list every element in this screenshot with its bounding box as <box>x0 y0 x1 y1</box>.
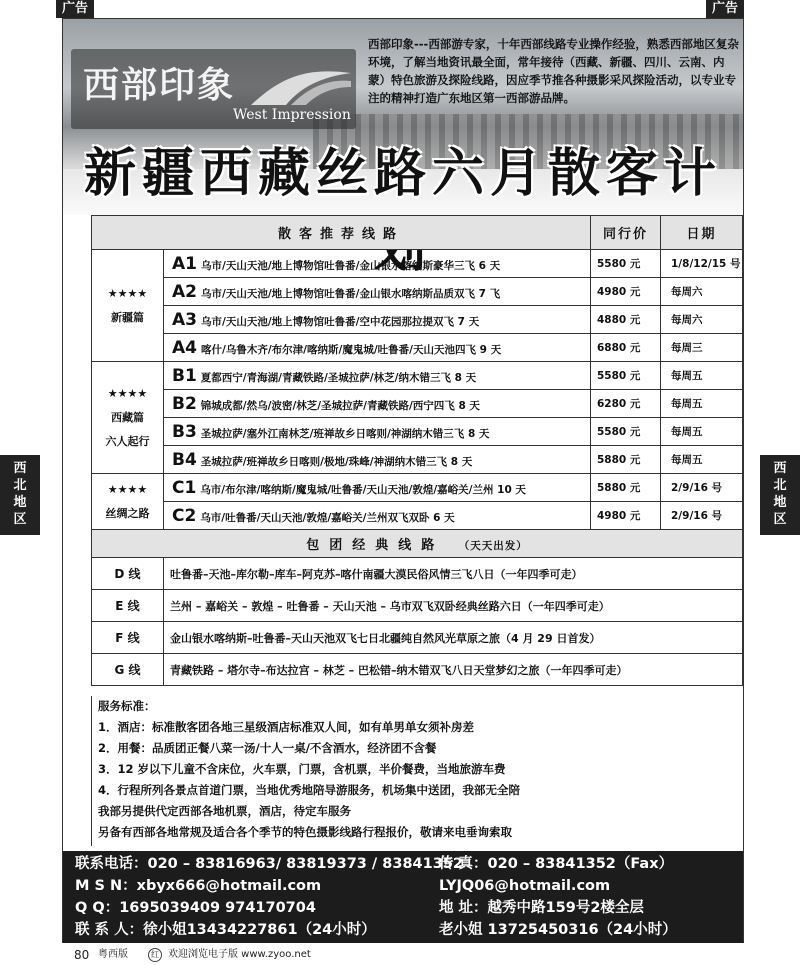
group-xinjiang <box>92 250 164 362</box>
page-title: 新疆西藏丝路六月散客计 <box>83 144 722 204</box>
table-row <box>164 474 591 502</box>
table-row <box>164 306 591 334</box>
route-code: B2 <box>172 393 197 414</box>
route-date: 每周六 <box>661 306 743 334</box>
ad-label-left: 广告 <box>56 0 94 18</box>
contact-qq: Q Q：1695039409 974170704 <box>75 900 316 916</box>
route-code: A1 <box>172 253 197 274</box>
hero-banner <box>63 19 743 215</box>
header-date: 日期 <box>661 216 743 250</box>
group-sublabel: 六人起行 <box>105 434 150 448</box>
brand-name-cn: 西部印象 <box>83 64 236 106</box>
group-label: 西藏篇 <box>111 410 144 424</box>
route-code: C2 <box>172 505 197 526</box>
route-code: B4 <box>172 449 197 470</box>
contact-person-2: 老小姐 13725450316（24小时） <box>439 922 677 938</box>
table-row <box>164 418 591 446</box>
service-item: 1．酒店：标准散客团各地三星级酒店标准双人间，如有单男单女须补房差 <box>98 720 474 734</box>
package-text: 青藏铁路 – 塔尔寺–布达拉宫 – 林芝 – 巴松错–纳木错双飞八日天堂梦幻之旅（一年四季可走） <box>164 654 743 686</box>
intro-text: 西部印象---西部游专家，十年西部线路专业操作经验，熟悉西部地区复杂环境，了解当地资讯最全面，常年接待（西藏、新疆、四川、云南、内蒙）特色旅游及探险线路，因应季节推各种摄影采风探险活动，以专业专注的精神打造广东地区第一西部游品牌。 <box>368 37 739 105</box>
route-price: 4980 元 <box>591 278 661 306</box>
route-price: 6280 元 <box>591 390 661 418</box>
group-label: 新疆篇 <box>111 310 144 324</box>
group-label: 丝绸之路 <box>105 506 150 520</box>
contact-address: 地 址：越秀中路159号2楼全层 <box>439 900 644 916</box>
route-price: 4980 元 <box>591 502 661 530</box>
table-row <box>164 362 591 390</box>
route-price: 5880 元 <box>591 446 661 474</box>
route-code: A2 <box>172 281 197 302</box>
region-tab-right <box>760 455 800 535</box>
package-text: 金山银水喀纳斯–吐鲁番–天山天池双飞七日北疆纯自然风光草原之旅（4 月 29 日首发） <box>164 622 743 654</box>
website-text: 欢迎浏览电子版 www.zyoo.net <box>168 949 311 960</box>
stars: ★★★★ <box>107 482 148 496</box>
page-number: 80 <box>74 948 90 962</box>
package-label: E 线 <box>92 590 164 622</box>
stars: ★★★★ <box>107 286 148 300</box>
service-item: 4．行程所列各景点首道门票，当地优秀地陪导游服务，机场集中送团，我部无全陪 <box>98 783 520 797</box>
route-text: 锦城成都/然乌/波密/林芝/圣城拉萨/青藏铁路/西宁四飞 8 天 <box>200 399 480 412</box>
route-text: 乌市/天山天池/地上博物馆吐鲁番/金山银水喀纳斯豪华三飞 6 天 <box>201 259 501 272</box>
contact-bar <box>63 851 743 943</box>
route-table <box>91 215 743 686</box>
route-text: 圣城拉萨/塞外江南林芝/班禅故乡日喀则/神湖纳木错三飞 8 天 <box>200 427 490 440</box>
brand-logo <box>71 49 356 129</box>
header-route: 散客推荐线路 <box>92 216 591 250</box>
route-date: 2/9/16 号 <box>661 474 743 502</box>
ad-page <box>62 18 744 943</box>
route-text: 乌市/吐鲁番/天山天池/敦煌/嘉峪关/兰州双飞双卧 6 天 <box>200 511 455 524</box>
mountain-logo-icon <box>251 67 351 107</box>
route-date: 每周三 <box>661 334 743 362</box>
red-badge-icon: 红 <box>148 948 162 962</box>
region-label: 西北地区 <box>773 461 787 527</box>
package-title: 包团经典线路 <box>306 538 445 553</box>
service-item: 我部另提供代定西部各地机票，酒店，待定车服务 <box>98 804 351 818</box>
route-text: 夏都西宁/青海湖/青藏铁路/圣城拉萨/林芝/纳木错三飞 8 天 <box>200 371 477 384</box>
contact-phone: 联系电话：020 – 83816963/ 83819373 / 83841352 <box>75 856 463 872</box>
route-date: 每周五 <box>661 418 743 446</box>
route-date: 每周五 <box>661 446 743 474</box>
contact-person: 联 系 人：徐小姐13434227861（24小时） <box>75 922 376 938</box>
table-row <box>164 278 591 306</box>
service-item: 另备有西部各地常规及适合各个季节的特色摄影线路行程报价，敬请来电垂询索取 <box>98 825 512 839</box>
service-standards <box>91 696 743 846</box>
package-text: 兰州 – 嘉峪关 – 敦煌 – 吐鲁番 – 天山天池 – 乌市双飞双卧经典丝路六日（一年四季可走） <box>164 590 743 622</box>
magazine-edition: 粤西版 <box>98 949 128 960</box>
package-text: 吐鲁番–天池–库尔勒–库车–阿克苏–喀什南疆大漠民俗风情三飞八日（一年四季可走） <box>164 558 743 590</box>
table-row <box>164 250 591 278</box>
header-price: 同行价 <box>591 216 661 250</box>
contact-fax: 传 真：020 – 83841352（Fax） <box>439 856 674 872</box>
region-tab-left <box>0 455 40 535</box>
route-code: A4 <box>172 337 197 358</box>
table-row <box>164 446 591 474</box>
route-code: B3 <box>172 421 197 442</box>
route-price: 6880 元 <box>591 334 661 362</box>
route-price: 5580 元 <box>591 250 661 278</box>
route-text: 乌市/天山天池/地上博物馆吐鲁番/空中花园那拉提双飞 7 天 <box>201 315 480 328</box>
route-date: 每周五 <box>661 362 743 390</box>
route-code: C1 <box>172 477 197 498</box>
table-row <box>164 334 591 362</box>
package-label: G 线 <box>92 654 164 686</box>
service-item: 3．12 岁以下儿童不含床位，火车票，门票，含机票，半价餐费，当地旅游车费 <box>98 762 506 776</box>
route-code: B1 <box>172 365 197 386</box>
contact-msn-2: LYJQ06@hotmail.com <box>439 878 611 894</box>
route-date: 1/8/12/15 号 <box>661 250 743 278</box>
group-tibet <box>92 362 164 474</box>
contact-msn: M S N：xbyx666@hotmail.com <box>75 878 322 894</box>
route-date: 每周六 <box>661 278 743 306</box>
route-date: 每周五 <box>661 390 743 418</box>
table-row <box>164 502 591 530</box>
table-row <box>164 390 591 418</box>
region-label: 西北地区 <box>13 461 27 527</box>
route-price: 5580 元 <box>591 418 661 446</box>
service-item: 2．用餐：品质团正餐八菜一汤/十人一桌/不含酒水，经济团不含餐 <box>98 741 437 755</box>
route-text: 乌市/布尔津/喀纳斯/魔鬼城/吐鲁番/天山天池/敦煌/嘉峪关/兰州 10 天 <box>200 483 526 496</box>
ad-label-right: 广告 <box>706 0 744 18</box>
stars: ★★★★ <box>107 386 148 400</box>
route-price: 4880 元 <box>591 306 661 334</box>
package-note: （天天出发） <box>458 540 528 552</box>
route-date: 2/9/16 号 <box>661 502 743 530</box>
package-label: D 线 <box>92 558 164 590</box>
route-code: A3 <box>172 309 197 330</box>
group-silkroad <box>92 474 164 530</box>
route-text: 圣城拉萨/班禅故乡日喀则/极地/珠峰/神湖纳木错三飞 8 天 <box>200 455 473 468</box>
route-text: 喀什/乌鲁木齐/布尔津/喀纳斯/魔鬼城/吐鲁番/天山天池四飞 9 天 <box>201 343 502 356</box>
route-text: 乌市/天山天池/地上博物馆吐鲁番/金山银水喀纳斯品质双飞 7 飞 <box>201 287 501 300</box>
page-footer <box>0 945 800 965</box>
route-price: 5880 元 <box>591 474 661 502</box>
package-header <box>92 530 743 558</box>
brand-name-en: West Impression <box>233 107 351 123</box>
package-label: F 线 <box>92 622 164 654</box>
services-title: 服务标准： <box>98 699 156 713</box>
route-price: 5580 元 <box>591 362 661 390</box>
